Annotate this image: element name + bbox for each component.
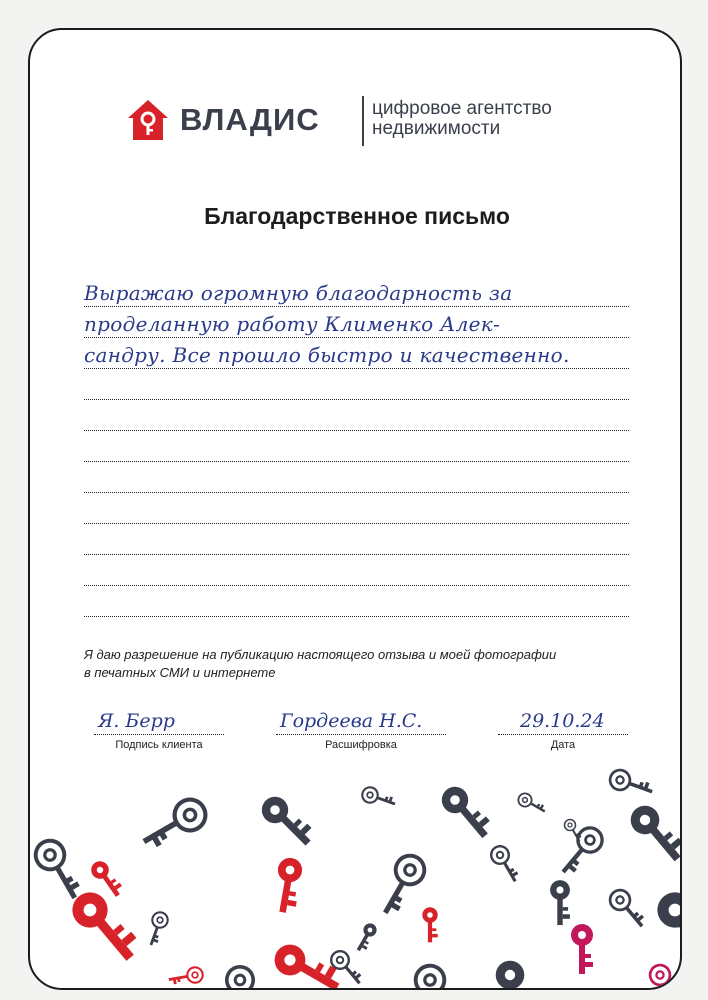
consent-line2: в печатных СМИ и интернете (84, 665, 276, 680)
key-icon (496, 961, 525, 990)
key-icon (30, 835, 87, 904)
key-icon (488, 843, 523, 886)
key-icon (144, 910, 170, 947)
consent-text (84, 646, 604, 682)
brand-tagline (372, 99, 552, 139)
signature-row (84, 706, 629, 756)
letter-line (84, 462, 629, 493)
consent-line1: Я даю разрешение на публикацию настоящего отзыва и моей фотографии (84, 647, 557, 662)
key-icon (516, 791, 548, 817)
brand-tagline-line1: цифровое агентство (372, 98, 552, 119)
key-icon (360, 785, 397, 811)
date-value: 29.10.24 (520, 710, 605, 732)
handwritten-text: Выражаю огромную благодарность за (84, 281, 513, 305)
key-icon (373, 850, 430, 919)
key-icon (647, 962, 681, 990)
key-icon (410, 960, 477, 990)
key-icon (571, 924, 593, 974)
key-icon (256, 791, 317, 852)
letter-line (84, 555, 629, 586)
letter-line (84, 307, 629, 338)
date-underline (498, 734, 628, 735)
key-icon (167, 966, 203, 987)
date-field (498, 706, 628, 756)
key-icon (625, 800, 682, 868)
letter-line (84, 586, 629, 617)
brand-logo (126, 96, 596, 150)
keys-decoration (30, 760, 682, 990)
letter-line (84, 493, 629, 524)
letter-line (84, 524, 629, 555)
letter-line (84, 276, 629, 307)
decoding-label: Расшифровка (325, 739, 397, 751)
letter-line (84, 400, 629, 431)
letter-line (84, 369, 629, 400)
key-icon (65, 885, 143, 969)
decoding-field (276, 706, 446, 756)
key-icon (271, 856, 304, 914)
key-icon (422, 907, 437, 942)
client-signature-field (94, 706, 224, 756)
handwritten-text: сандру. Все прошло быстро и качественно. (84, 343, 570, 367)
brand-name: ВЛАДИС (180, 102, 320, 137)
key-icon (136, 794, 211, 855)
handwritten-text: проделанную работу Клименко Алек- (84, 312, 501, 336)
letter-title: Благодарственное письмо (204, 203, 510, 229)
key-icon (550, 880, 570, 925)
letter-sheet (28, 28, 682, 990)
signature-underline (94, 734, 224, 735)
client-signature-label: Подпись клиента (115, 739, 203, 751)
decoding-underline (276, 734, 446, 735)
key-icon (223, 963, 268, 990)
letter-body (84, 276, 629, 617)
date-label: Дата (550, 739, 576, 751)
key-icon (554, 823, 607, 880)
client-signature-value: Я. Берр (98, 710, 175, 732)
key-icon (436, 781, 495, 844)
decoding-value: Гордеева Н.С. (280, 710, 423, 732)
letter-line (84, 431, 629, 462)
key-icon (353, 921, 379, 954)
brand-tagline-line2: недвижимости (372, 118, 501, 139)
key-icon (607, 767, 655, 801)
key-icon (651, 886, 682, 973)
letter-line (84, 338, 629, 369)
logo-divider (362, 96, 364, 146)
key-icon (606, 886, 650, 933)
house-key-icon (126, 98, 170, 142)
